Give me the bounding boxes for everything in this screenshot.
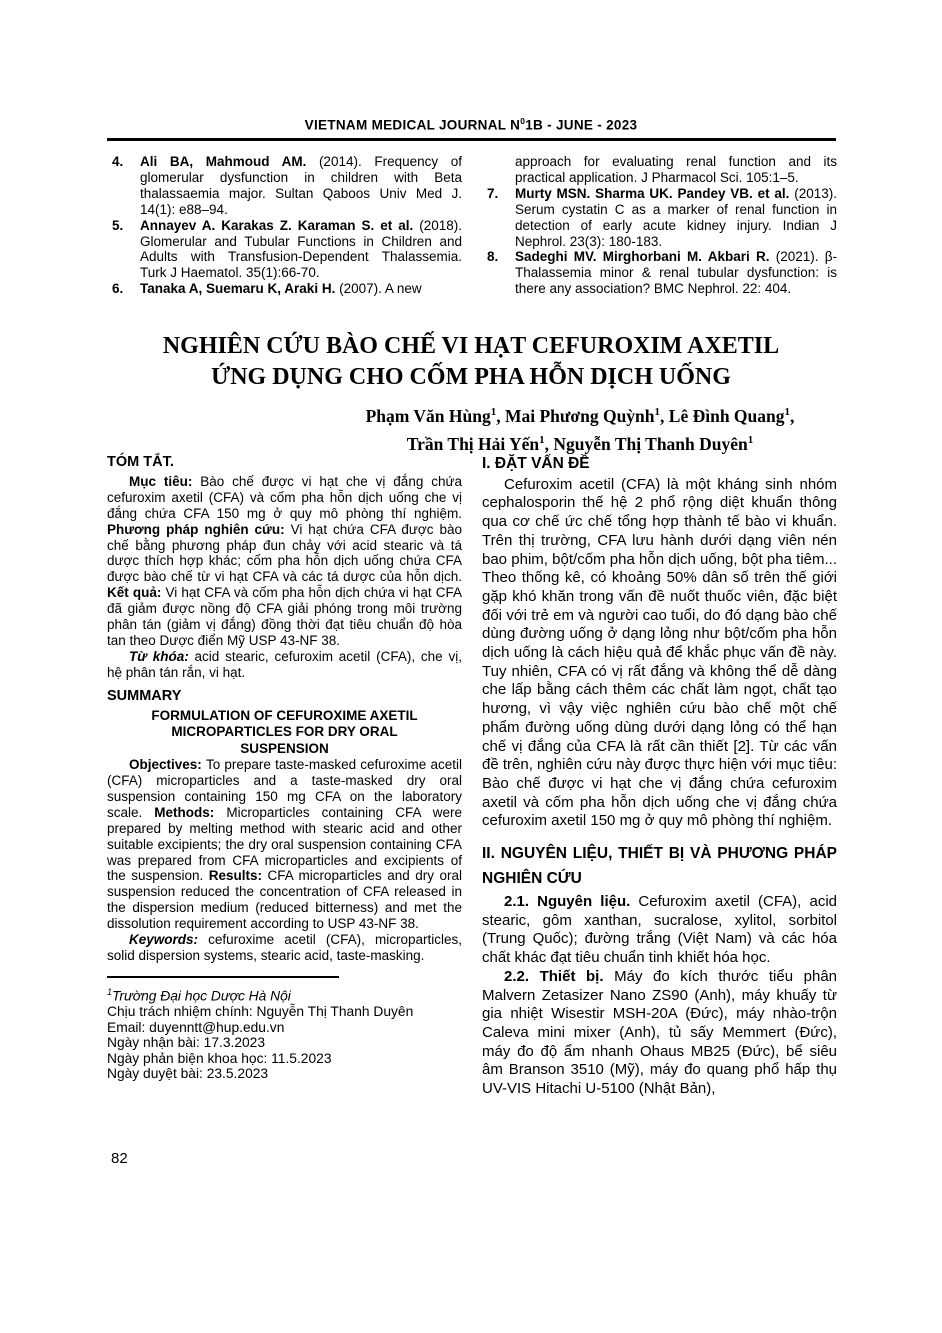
keywords-paragraph-en — [107, 932, 462, 964]
section2-materials-paragraph — [482, 893, 837, 968]
section2-equipment-paragraph — [482, 968, 837, 1099]
section1-paragraph: Cefuroxim acetil (CFA) là một kháng sinh nhóm cephalosporin thế hệ 2 phổ rộng diệt khuẩn thông qua cơ chế ức chế tổng hợp thành tế bào vi khuẩn. Trên thị trường, CFA lưu hành dưới dạng viên nén bao phim, bột/cốm pha hỗn dịch uống, bột pha tiêm... Theo thống kê, có khoảng 50% dân số trên thế giới gặp khó khăn trong vấn đề nuốt thuốc viên, đặc biệt đối với trẻ em và người cao tuổi, do đó dạng bào chế dùng đường uống ở dạng lỏng như bột/cốm pha hỗn dịch uống là cách hiệu quả để khắc phục vấn đề này. Tuy nhiên, CFA có vị rất đắng và không thể dễ dàng che lấp bằng cách thêm các chất làm ngọt, chất tạo hương, vì vậy việc nghiên cứu bào chế một chế phẩm đường uống dùng dưới dạng lỏng có thể hạn chế vị đắng của CFA là rất cần thiết [2]. Từ các vấn đề trên, nghiên cứu này được thực hiện với mục tiêu: Bào chế được vi hạt che vị đắng chứa cefuroxim axetil và cốm pha hỗn dịch uống che vị đắng chứa cefuroxim axetil 150 mg ở quy mô phòng thí nghiệm. — [482, 475, 837, 830]
objectives-text: To prepare taste-masked cefuroxime acetil (CFA) microparticles and a taste-masked dry oral suspension containing 150 mg CFA on the laboratory scale. — [107, 757, 462, 820]
keywords-text-en: cefuroxime acetil (CFA), microparticles, solid dispersion systems, stearic acid, taste-masking. — [107, 932, 462, 963]
abstract-paragraph-vi — [107, 474, 462, 649]
keywords-label-en: Keywords: — [129, 932, 209, 948]
reference-item-7 — [482, 186, 837, 250]
results-text: CFA microparticles and dry oral suspension reduced the concentration of CFA released in the dispersion medium (reduced bitterness) and met the dissolution requirement according to USP 43-NF 38. — [107, 868, 463, 932]
equipment-label: 2.2. Thiết bị. — [504, 967, 615, 985]
objective-label-vi: Mục tiêu: — [129, 473, 201, 489]
section1-heading: I. ĐẶT VẤN ĐỀ — [482, 455, 590, 472]
summary-subtitle: FORMULATION OF CEFUROXIME AXETIL MICROPARTICLES FOR DRY ORAL SUSPENSION — [151, 707, 418, 756]
reference-authors: Tanaka A, Suemaru K, Araki H. — [140, 281, 336, 297]
article-title-line2: ỨNG DỤNG CHO CỐM PHA HỖN DỊCH UỐNG — [211, 364, 731, 390]
footnote-block — [107, 985, 462, 1082]
author-name: Mai Phương Quỳnh — [504, 405, 655, 426]
author-affiliation-mark: 1 — [784, 406, 791, 418]
reference-text: (2021). β-Thalassemia minor & renal tubular dysfunction: is there any association? BMC Nephrol. 22: 404. — [515, 249, 837, 297]
author-affiliation-mark: 1 — [654, 406, 661, 418]
affiliation-mark: 1 — [107, 986, 113, 997]
materials-label: 2.1. Nguyên liệu. — [504, 893, 639, 911]
reference-item-8 — [482, 249, 837, 297]
author-affiliation-mark: 1 — [539, 433, 545, 446]
author-separator: , — [790, 405, 795, 426]
received-date-line: Ngày nhận bài: 17.3.2023 — [107, 1035, 266, 1051]
header-rule — [107, 138, 836, 141]
reference-column-left — [107, 154, 462, 297]
article-title — [0, 331, 942, 393]
reference-number: 4. — [112, 154, 124, 169]
footnote-separator — [107, 976, 339, 978]
reference-item-6-continuation — [482, 154, 837, 186]
abstract-heading-vi: TÓM TẮT. — [107, 454, 174, 470]
author-name: Nguyễn Thị Thanh Duyên — [553, 433, 748, 454]
results-text-vi: Vi hạt CFA và cốm pha hỗn dịch chứa vi hạt CFA đã giảm được nồng độ CFA giải phóng trong môi trường phân tán (giảm vị đắng) đồng thời đạt tiêu chuẩn độ hòa tan theo Dược điển Mỹ USP 43-NF 38. — [107, 585, 462, 648]
article-title-line1: NGHIÊN CỨU BÀO CHẾ VI HẠT CEFUROXIM AXETIL — [162, 333, 780, 359]
author-separator: , — [496, 405, 505, 426]
right-column — [482, 455, 837, 1099]
summary-heading: SUMMARY — [107, 687, 182, 704]
reference-authors: Ali BA, Mahmoud AM. — [140, 154, 307, 169]
reference-number: 6. — [112, 281, 124, 297]
keywords-text-vi: acid stearic, cefuroxim acetil (CFA), che vị, hệ phân tán rắn, vi hạt. — [107, 648, 463, 680]
corresponding-author-line: Chịu trách nhiệm chính: Nguyễn Thị Thanh Duyên — [107, 1004, 414, 1020]
section2-heading: II. NGUYÊN LIỆU, THIẾT BỊ VÀ PHƯƠNG PHÁP NGHIÊN CỨU — [482, 845, 837, 888]
reviewed-date-line: Ngày phản biện khoa học: 11.5.2023 — [107, 1050, 332, 1066]
accepted-date-line: Ngày duyệt bài: 23.5.2023 — [107, 1066, 269, 1082]
objectives-label: Objectives: — [129, 757, 206, 773]
summary-paragraph — [107, 757, 462, 932]
email-line: Email: duyenntt@hup.edu.vn — [107, 1019, 285, 1035]
reference-authors: Annayev A. Karakas Z. Karaman S. et al. — [140, 217, 414, 233]
results-label-vi: Kết quả: — [107, 585, 166, 601]
reference-text: approach for evaluating renal function and its practical application. J Pharmacol Sci. 105:1–5. — [515, 154, 837, 185]
author-line-1 — [300, 400, 860, 428]
keywords-label-vi: Từ khóa: — [129, 648, 195, 664]
equipment-text: Máy đo kích thước tiểu phân Malvern Zetasizer Nano ZS90 (Anh), máy khuấy từ gia nhiệt Wisestir MSH-20A (Đức), máy nhào-trộn Caleva mini mixer (Anh), tủ sấy Memmert (Đức), máy đo độ ẩm nhanh Ohaus MB25 (Đức), bể siêu âm Branson 3510 (Mỹ), máy đo quang phổ hấp thụ UV-VIS Hitachi U-5100 (Nhật Bản), — [482, 967, 837, 1098]
methods-label-vi: Phương pháp nghiên cứu: — [107, 521, 291, 537]
author-line-2 — [300, 428, 860, 456]
reference-list — [107, 154, 837, 297]
page-number: 82 — [111, 1150, 128, 1167]
reference-number: 5. — [112, 217, 124, 233]
affiliation-line — [107, 985, 462, 1004]
author-affiliation-mark: 1 — [490, 406, 497, 418]
objective-text-vi: Bào chế được vi hạt che vị đắng chứa cefuroxim axetil (CFA) và cốm pha hỗn dịch uống che vị đắng chứa CFA 150 mg ở quy mô phòng thí nghiệm. — [107, 473, 463, 521]
author-name: Phạm Văn Hùng — [365, 405, 491, 426]
left-column — [107, 455, 462, 1099]
reference-text: (2014). Frequency of glomerular dysfunction in children with Beta thalassaemia major. Sultan Qaboos Univ Med J. 14(1): e88–94. — [140, 154, 462, 217]
reference-number: 8. — [487, 249, 499, 265]
journal-header-suffix: 1B - JUNE - 2023 — [525, 117, 638, 133]
author-separator: , — [660, 405, 669, 426]
reference-number: 7. — [487, 185, 499, 201]
reference-column-right — [482, 154, 837, 297]
reference-text: (2013). Serum cystatin C as a marker of renal function in detection of early acute kidney injury. Indian J Nephrol. 23(3): 180-183. — [515, 185, 837, 249]
reference-text: (2007). A new — [335, 281, 422, 297]
journal-header — [0, 116, 942, 133]
reference-item-5 — [107, 218, 462, 282]
author-affiliation-mark: 1 — [747, 433, 754, 446]
methods-text-vi: Vi hạt chứa CFA được bào chế bằng phương pháp đun chảy với acid stearic và tá dược thích hợp khác; cốm pha hỗn dịch uống chứa CFA được bào chế từ vi hạt CFA và các tá dược của hỗn dịch. — [107, 521, 462, 585]
author-name: Lê Đình Quang — [668, 405, 785, 426]
reference-authors: Murty MSN. Sharma UK. Pandey VB. et al. — [515, 185, 790, 201]
author-name: Trần Thị Hải Yến — [406, 433, 540, 454]
materials-text: Cefuroxim axetil (CFA), acid stearic, gôm xanthan, sucralose, xylitol, sorbitol (Trung Quốc); đường trắng (Việt Nam) và các hóa chất khác đạt tiêu chuẩn tinh khiết hóa học. — [482, 893, 837, 967]
reference-authors: Sadeghi MV. Mirghorbani M. Akbari R. — [515, 249, 770, 265]
keywords-paragraph-vi — [107, 649, 462, 681]
body-columns — [107, 455, 837, 1099]
methods-label: Methods: — [154, 804, 227, 820]
journal-header-prefix: VIETNAM MEDICAL JOURNAL N — [304, 117, 521, 133]
affiliation-text: Trường Đại học Dược Hà Nội — [112, 988, 291, 1004]
reference-item-4 — [107, 154, 462, 218]
author-separator: , — [544, 433, 554, 454]
journal-header-issue-sup: 0 — [520, 116, 526, 126]
author-list — [300, 400, 860, 456]
reference-text: (2018). Glomerular and Tubular Functions in Children and Adults with Transfusion-Dependent Thalassemia. Turk J Haematol. 35(1):66-70. — [140, 217, 462, 281]
results-label: Results: — [208, 868, 268, 884]
methods-text: Microparticles containing CFA were prepared by melting method with stearic acid and other suitable excipients; the dry oral suspension containing CFA was prepared from CFA microparticles and excipients of the suspension. — [107, 804, 462, 884]
reference-item-6 — [107, 281, 462, 297]
